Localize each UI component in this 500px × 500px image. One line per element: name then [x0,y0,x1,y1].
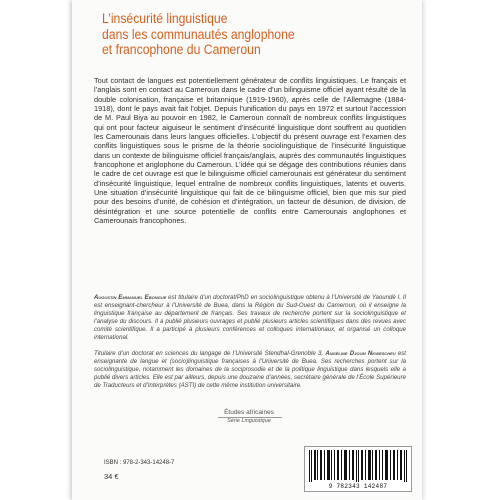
collection-divider [218,417,282,418]
book-back-cover [72,0,422,500]
title-line-1: L’insécurité linguistique [102,11,228,27]
isbn-text: ISBN : 978-2-343-14248-7 [104,460,175,466]
author-name-2: Angéline Djoum Nkwescheu [325,350,396,357]
price-text: 34 € [104,472,119,481]
author-bio-2-prefix: Titulaire d’un doctorat en sciences du langage de l’Université Stendhal-Grenoble 3, [94,350,326,357]
author-bio-2 [94,350,406,390]
summary-text: Tout contact de langues est potentiellement générateur de conflits linguistiques. Le français et l’anglais sont en contact au Cameroun dans le cadre d’un bilinguisme officiel ayant résulté de la double colonisation, française et britannique (1919-1960), après celle de l’Allemagne (1884-1918), dont le pays avait fait l’objet. Depuis l’unification du pays en 1972 et surtout l’accession de M. Paul Biya au pouvoir en 1982, le Cameroun connaît de nombreux conflits linguistiques qui ont pour facteur aiguiseur le sentiment d’insécurité linguistique dont souffrent au quotidien les Camerounais dans leurs langues officielles. L’objectif du présent ouvrage est l’examen des conflits linguistiques sous le prisme de la théorie sociolinguistique de l’insécurité linguistique dans un contexte de bilinguisme officiel français/anglais, auprès des communautés linguistiques francophone et anglophone du Cameroun. L’idée qui se dégage des contributions réunies dans le cadre de cet ouvrage est que le bilinguisme officiel camerounais est générateur du sentiment d’insécurité linguistique, lequel entraîne de nombreux conflits linguistiques, latents et ouverts. Une situation d’insécurité linguistique qui fait de ce bilinguisme officiel, bien que mis sur pied pour des besoins d’unité, de cohésion et d’intégration, un facteur de désunion, de division, de désintégration et une source potentielle de conflits entre Camerounais anglophones et Camerounais francophones. [94,76,406,226]
title-line-3: et francophone du Cameroun [102,42,261,59]
author-name-1: Augustin Emmanuel Ebongue [94,294,167,301]
author-bio-1-text: est titulaire d’un doctorat/PhD en sociolinguistique obtenu à l’Université de Yaoundé I. Il est enseignant-chercheur à l’Université de Buea, dans la Région du Sud-Ouest du Cameroun, où il enseigne la linguistique française au département de français. Ses travaux de recherche portent sur la sociolinguistique et l’analyse du discours. Il a publié plusieurs ouvrages et publié plusieurs articles scientifiques dans des revues avec comité scientifique. Il a participé à plusieurs conférences et colloques internationaux, et organisé un colloque international. [94,294,406,341]
book-title [102,12,402,59]
barcode-bars-icon [309,450,407,482]
collection-name: Études africaines [224,409,274,416]
barcode-number: 9 782343 142487 [328,483,388,490]
author-bio-2-text: est enseignante de langue et (socio)linguistique françaises à l’Université de Buea. Ses recherches portent sur la sociolinguistique, notamment les domaines de la sociprosodie et de la politique linguistique dans lesquels elle a publié divers articles. Elle est par ailleurs, depuis une douzaine d’années, secrétaire générale de l’École Supérieure de Traducteurs et d’Interprètes (ASTI) de cette même institution universitaire. [94,350,406,389]
barcode [304,446,412,492]
collection-series: Série Linguistique [227,418,271,424]
author-bio-1 [94,294,406,341]
title-line-2: dans les communautés anglophone [102,26,295,43]
